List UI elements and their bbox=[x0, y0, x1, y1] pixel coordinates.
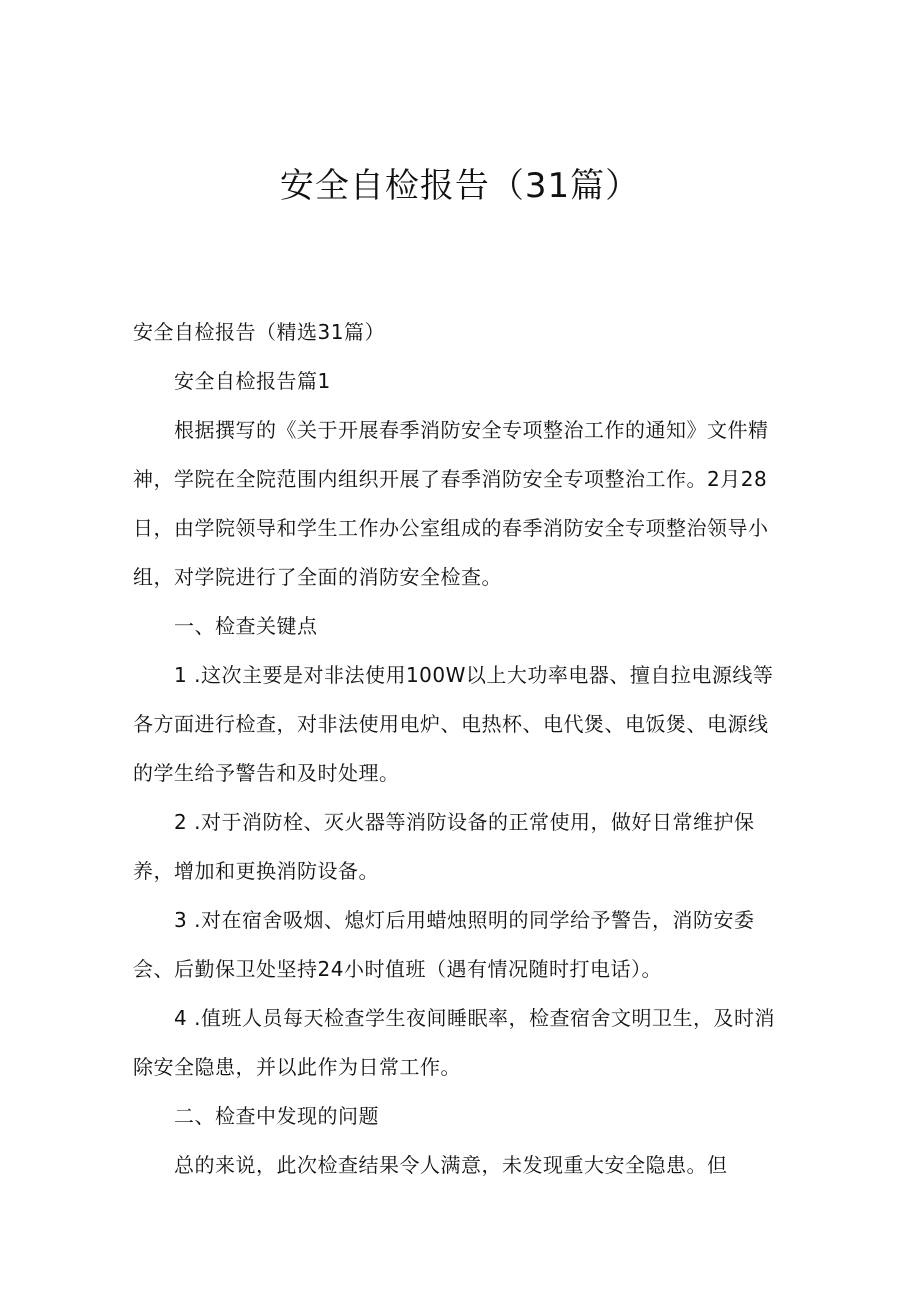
document-subtitle: 安全自检报告（精选31篇） bbox=[133, 320, 385, 344]
section-heading: 二、检查中发现的问题 bbox=[174, 1104, 379, 1128]
paragraph: 根据撰写的《关于开展春季消防安全专项整治工作的通知》文件精神，学院在全院范围内组织开展了春季消防安全专项整治工作。2月28日，由学院领导和学生工作办公室组成的春季消防安全专项整治领导小组，对学院进行了全面的消防安全检查。 bbox=[133, 418, 769, 589]
paragraph: 总的来说，此次检查结果令人满意，未发现重大安全隐患。但 bbox=[174, 1153, 728, 1177]
section-heading: 安全自检报告篇1 bbox=[174, 369, 331, 393]
list-item: 2 .对于消防栓、灭火器等消防设备的正常使用，做好日常维护保养，增加和更换消防设备。 bbox=[133, 810, 755, 883]
list-item: 4 .值班人员每天检查学生夜间睡眠率，检查宿舍文明卫生，及时消除安全隐患，并以此作为日常工作。 bbox=[133, 1006, 775, 1079]
document-title: 安全自检报告（31篇） bbox=[279, 166, 641, 206]
list-item: 3 .对在宿舍吸烟、熄灯后用蜡烛照明的同学给予警告，消防安委会、后勤保卫处坚持24小时值班（遇有情况随时打电话）。 bbox=[133, 908, 755, 981]
list-item: 1 .这次主要是对非法使用100W以上大功率电器、擅自拉电源线等各方面进行检查，对非法使用电炉、电热杯、电代煲、电饭煲、电源线的学生给予警告和及时处理。 bbox=[133, 663, 774, 785]
document-body bbox=[133, 308, 783, 1190]
section-heading: 一、检查关键点 bbox=[174, 614, 318, 638]
